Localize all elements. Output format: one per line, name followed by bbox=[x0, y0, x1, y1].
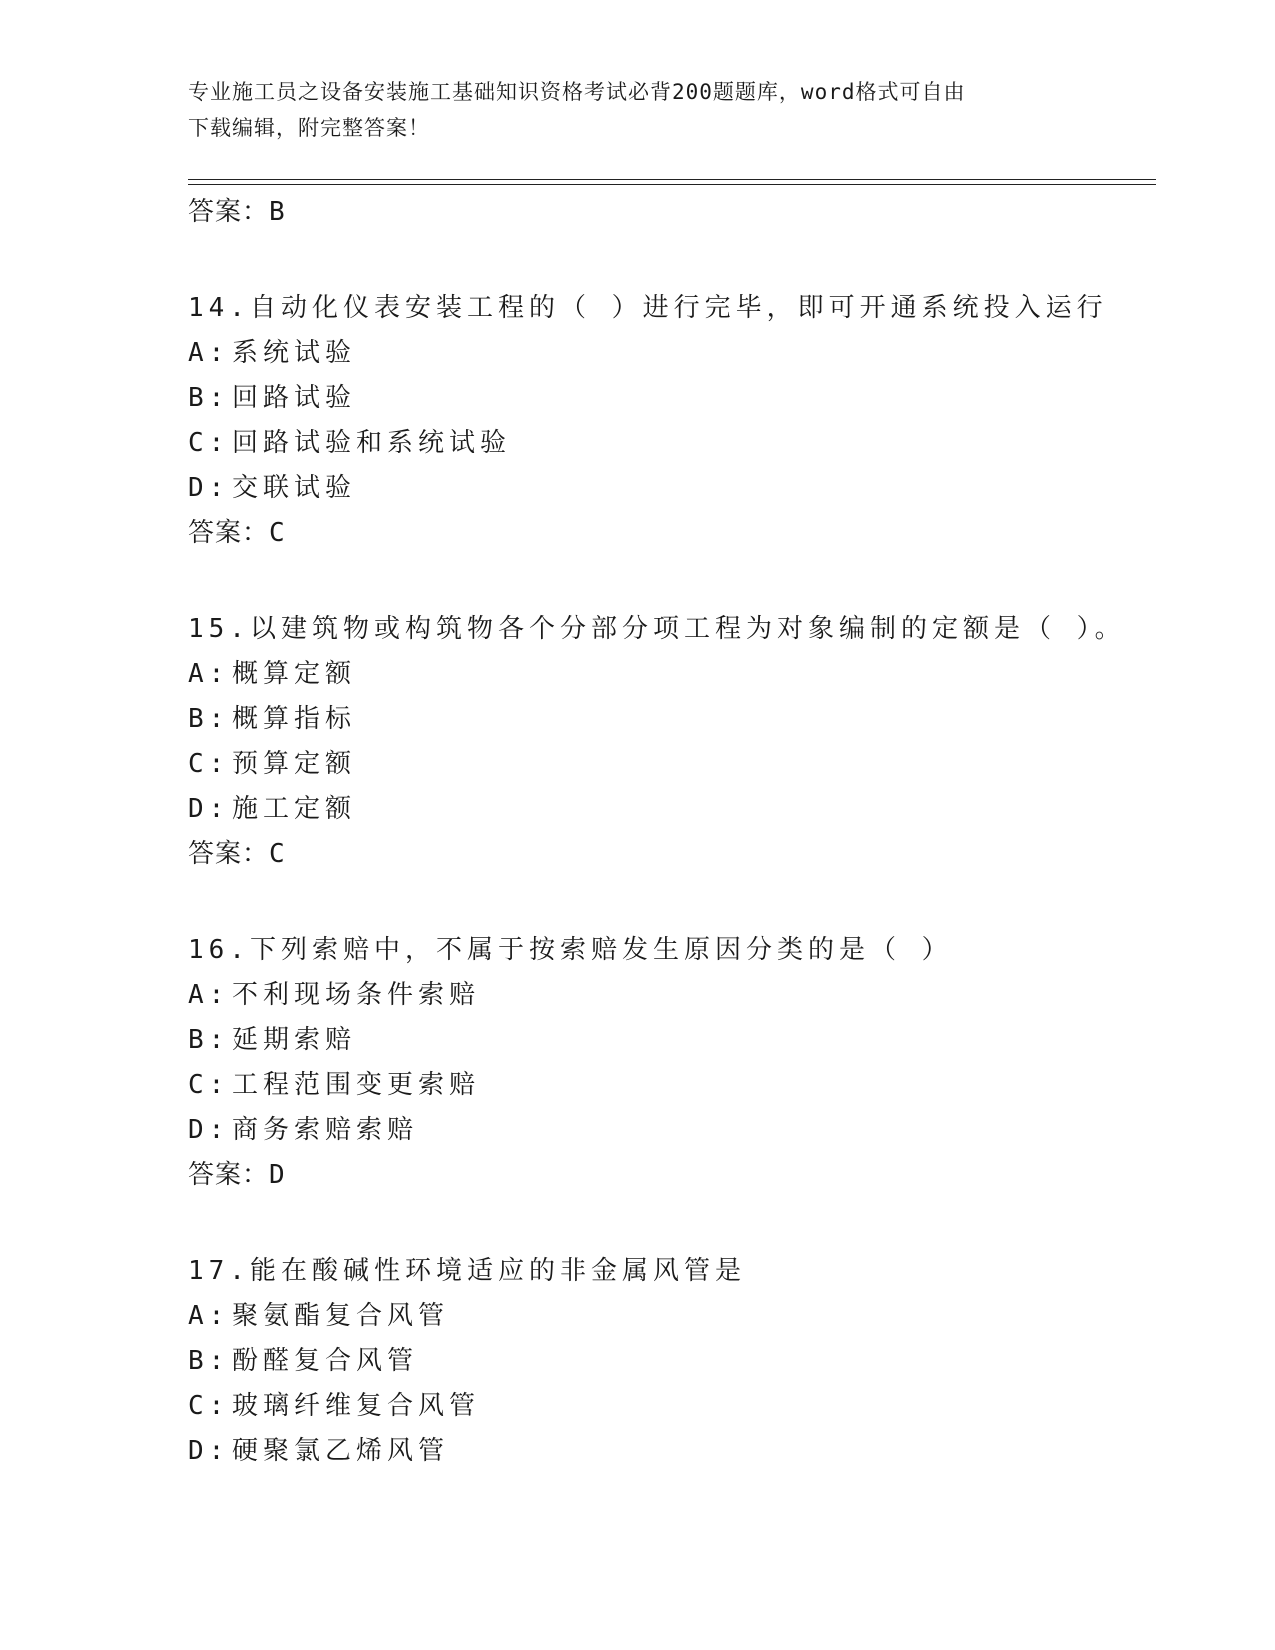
option-key: D: bbox=[188, 473, 230, 503]
option-text: 聚氨酯复合风管 bbox=[232, 1301, 450, 1331]
option-text: 施工定额 bbox=[232, 794, 357, 824]
answer-letter: D bbox=[269, 1160, 286, 1190]
option-text: 概算指标 bbox=[232, 704, 357, 734]
option-b bbox=[188, 376, 1156, 421]
option-key: C: bbox=[188, 749, 230, 779]
document-header bbox=[188, 74, 1088, 146]
option-key: A: bbox=[188, 980, 230, 1010]
option-key: A: bbox=[188, 1301, 230, 1331]
question-stem: 16.下列索赔中，不属于按索赔发生原因分类的是（ ） bbox=[188, 935, 953, 965]
answer-letter: C bbox=[269, 518, 286, 548]
option-a bbox=[188, 331, 1156, 376]
answer-label: 答案： bbox=[188, 197, 270, 227]
option-key: B: bbox=[188, 1025, 230, 1055]
option-text: 不利现场条件索赔 bbox=[232, 980, 481, 1010]
option-text: 工程范围变更索赔 bbox=[232, 1070, 481, 1100]
question-15 bbox=[188, 607, 1156, 876]
option-key: D: bbox=[188, 1115, 230, 1145]
option-key: D: bbox=[188, 1436, 230, 1466]
option-key: B: bbox=[188, 383, 230, 413]
option-d bbox=[188, 466, 1156, 511]
option-key: C: bbox=[188, 1391, 230, 1421]
option-b bbox=[188, 697, 1156, 742]
option-key: C: bbox=[188, 428, 230, 458]
header-line-1: 专业施工员之设备安装施工基础知识资格考试必背200题题库，word格式可自由 bbox=[188, 80, 966, 104]
option-text: 预算定额 bbox=[232, 749, 357, 779]
answer-label: 答案： bbox=[188, 1160, 270, 1190]
spacer bbox=[188, 876, 1156, 928]
answer-line bbox=[188, 511, 1156, 555]
option-key: B: bbox=[188, 1346, 230, 1376]
option-c bbox=[188, 421, 1156, 466]
question-stem: 15.以建筑物或构筑物各个分部分项工程为对象编制的定额是（ ）。 bbox=[188, 614, 1126, 644]
option-text: 酚醛复合风管 bbox=[232, 1346, 419, 1376]
document-body bbox=[188, 190, 1156, 1474]
option-b bbox=[188, 1018, 1156, 1063]
option-a bbox=[188, 652, 1156, 697]
option-b bbox=[188, 1339, 1156, 1384]
option-key: D: bbox=[188, 794, 230, 824]
option-c bbox=[188, 742, 1156, 787]
option-text: 玻璃纤维复合风管 bbox=[232, 1391, 481, 1421]
answer-line bbox=[188, 190, 1156, 234]
option-d bbox=[188, 787, 1156, 832]
spacer bbox=[188, 234, 1156, 286]
question-16 bbox=[188, 928, 1156, 1197]
answer-line bbox=[188, 832, 1156, 876]
option-a bbox=[188, 1294, 1156, 1339]
answer-label: 答案： bbox=[188, 518, 270, 548]
option-text: 系统试验 bbox=[232, 338, 357, 368]
header-divider-bottom bbox=[188, 184, 1156, 185]
option-text: 回路试验和系统试验 bbox=[232, 428, 512, 458]
spacer bbox=[188, 555, 1156, 607]
option-d bbox=[188, 1108, 1156, 1153]
option-key: A: bbox=[188, 338, 230, 368]
answer-letter: B bbox=[269, 197, 286, 227]
option-a bbox=[188, 973, 1156, 1018]
spacer bbox=[188, 1197, 1156, 1249]
header-line-2: 下载编辑，附完整答案！ bbox=[188, 116, 430, 140]
option-text: 交联试验 bbox=[232, 473, 357, 503]
option-text: 回路试验 bbox=[232, 383, 357, 413]
answer-line bbox=[188, 1153, 1156, 1197]
question-stem: 17.能在酸碱性环境适应的非金属风管是 bbox=[188, 1256, 746, 1286]
option-text: 延期索赔 bbox=[232, 1025, 357, 1055]
question-stem: 14.自动化仪表安装工程的（ ）进行完毕，即可开通系统投入运行 bbox=[188, 293, 1108, 323]
option-text: 概算定额 bbox=[232, 659, 357, 689]
answer-label: 答案： bbox=[188, 839, 270, 869]
option-key: C: bbox=[188, 1070, 230, 1100]
option-key: B: bbox=[188, 704, 230, 734]
option-text: 商务索赔索赔 bbox=[232, 1115, 419, 1145]
header-divider-top bbox=[188, 179, 1156, 180]
option-c bbox=[188, 1063, 1156, 1108]
answer-letter: C bbox=[269, 839, 286, 869]
option-key: A: bbox=[188, 659, 230, 689]
option-text: 硬聚氯乙烯风管 bbox=[232, 1436, 450, 1466]
option-c bbox=[188, 1384, 1156, 1429]
question-14 bbox=[188, 286, 1156, 555]
question-17 bbox=[188, 1249, 1156, 1474]
option-d bbox=[188, 1429, 1156, 1474]
